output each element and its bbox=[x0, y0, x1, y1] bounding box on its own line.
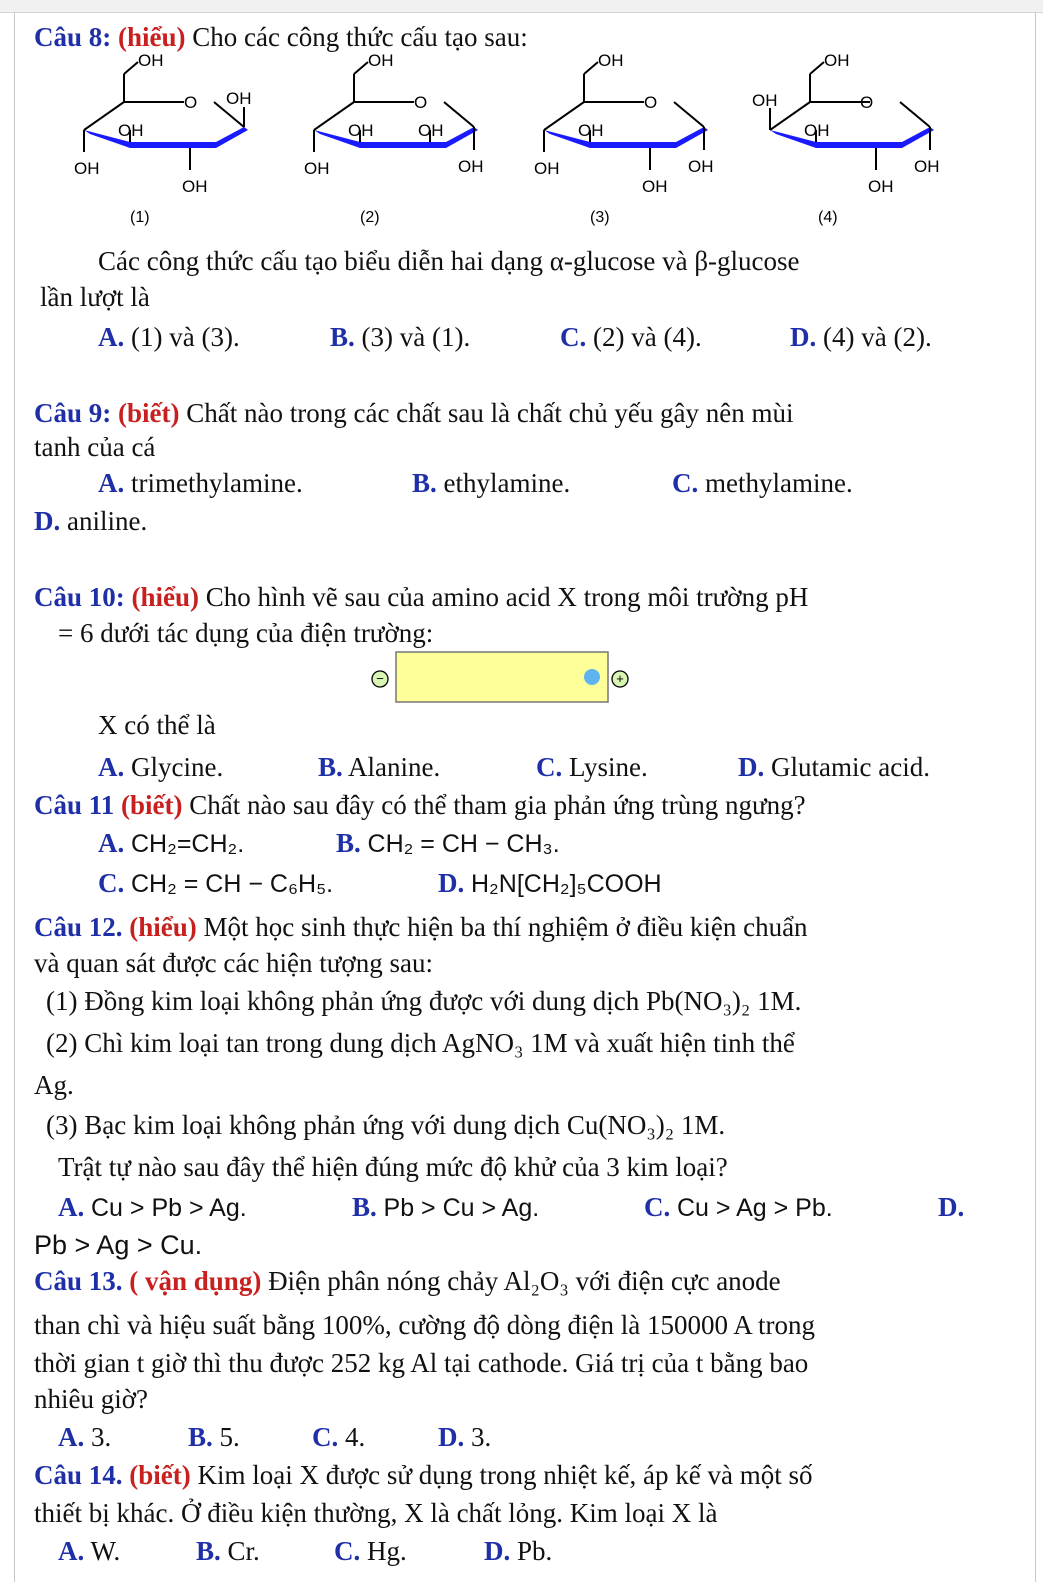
q14-heading: Câu 14. (biết) Kim loại X được sử dụng trong nhiệt kế, áp kế và một số bbox=[34, 1460, 813, 1490]
ring-oxygen-label: O bbox=[184, 93, 198, 112]
structure-label-2: (2) bbox=[360, 209, 380, 226]
q12-option-d-key: D. bbox=[938, 1192, 965, 1222]
q8-option-d: D. (4) và (2). bbox=[790, 322, 932, 352]
q14-option-d: D. Pb. bbox=[484, 1536, 553, 1566]
q8-level: (hiểu) bbox=[118, 22, 186, 52]
q12-exp1: (1) Đồng kim loại không phản ứng được với dung dịch Pb(NO₃)₂ 1M. bbox=[46, 986, 802, 1016]
svg-text:OH: OH bbox=[74, 159, 100, 178]
svg-text:OH: OH bbox=[914, 157, 940, 176]
svg-text:OH: OH bbox=[534, 159, 560, 178]
svg-text:OH: OH bbox=[868, 177, 894, 196]
svg-text:OH: OH bbox=[348, 121, 374, 140]
svg-text:OH: OH bbox=[418, 121, 444, 140]
svg-text:OH: OH bbox=[182, 177, 208, 196]
q9-stem2: tanh của cá bbox=[34, 432, 156, 462]
q9-heading: Câu 9: (biết) Chất nào trong các chất sau là chất chủ yếu gây nên mùi bbox=[34, 398, 794, 428]
q14-option-a: A. W. bbox=[58, 1536, 121, 1566]
q14-line2: thiết bị khác. Ở điều kiện thường, X là chất lỏng. Kim loại X là bbox=[34, 1498, 718, 1528]
q13-option-b: B. 5. bbox=[188, 1422, 240, 1452]
q8-option-a: A. (1) và (3). bbox=[98, 322, 240, 352]
q10-heading: Câu 10: (hiểu) Cho hình vẽ sau của amino acid X trong môi trường pH bbox=[34, 582, 809, 612]
q12-option-a: A. Cu > Pb > Ag. bbox=[58, 1192, 247, 1222]
q14-option-c: C. Hg. bbox=[334, 1536, 407, 1566]
svg-text:OH: OH bbox=[368, 52, 394, 70]
q8-heading bbox=[34, 20, 528, 54]
q9-option-a: A. trimethylamine. bbox=[98, 468, 303, 498]
structure-label-3: (3) bbox=[590, 209, 610, 226]
amino-acid-spot bbox=[584, 669, 600, 685]
svg-text:O: O bbox=[644, 93, 658, 112]
q13-option-c: C. 4. bbox=[312, 1422, 366, 1452]
plus-sign: + bbox=[616, 671, 624, 686]
q11-heading: Câu 11 (biết) Chất nào sau đây có thể tham gia phản ứng trùng ngưng? bbox=[34, 790, 806, 820]
oh-label: OH bbox=[138, 52, 164, 70]
q12-heading: Câu 12. (hiểu) Một học sinh thực hiện ba thí nghiệm ở điều kiện chuẩn bbox=[34, 912, 808, 942]
q13-line4: nhiêu giờ? bbox=[34, 1384, 148, 1414]
q8-line2: Các công thức cấu tạo biểu diễn hai dạng α-glucose và β-glucose bbox=[98, 246, 800, 276]
glucose-structure-1 bbox=[74, 52, 252, 196]
q11-option-b: B. CH₂ = CH − CH₃. bbox=[336, 828, 560, 858]
glucose-structure-2 bbox=[304, 52, 484, 178]
svg-text:O: O bbox=[414, 93, 428, 112]
structure-label-4: (4) bbox=[818, 209, 838, 226]
q12-option-c: C. Cu > Ag > Pb. bbox=[644, 1192, 833, 1222]
svg-text:OH: OH bbox=[304, 159, 330, 178]
q12-exp3: (3) Bạc kim loại không phản ứng với dung dịch Cu(NO₃)₂ 1M. bbox=[46, 1110, 726, 1140]
q10-option-b: B. Alanine. bbox=[318, 752, 441, 782]
svg-text:OH: OH bbox=[804, 121, 830, 140]
q10-option-a: A. Glycine. bbox=[98, 752, 224, 782]
q10-option-d: D. Glutamic acid. bbox=[738, 752, 930, 782]
q10-option-c: C. Lysine. bbox=[536, 752, 648, 782]
glucose-structure-3 bbox=[534, 52, 714, 196]
q10-stem2: = 6 dưới tác dụng của điện trường: bbox=[58, 618, 434, 648]
minus-sign: − bbox=[376, 671, 384, 686]
q11-option-c: C. CH₂ = CH − C₆H₅. bbox=[98, 868, 334, 898]
q12-exp2a: (2) Chì kim loại tan trong dung dịch AgNO₃ 1M và xuất hiện tinh thể bbox=[46, 1028, 795, 1058]
q9-option-c: C. methylamine. bbox=[672, 468, 853, 498]
q8-line3: lần lượt là bbox=[40, 282, 150, 312]
svg-text:O: O bbox=[860, 93, 874, 112]
q11-option-d: D. H₂N[CH₂]₅COOH bbox=[438, 868, 662, 898]
structure-label-1: (1) bbox=[130, 209, 150, 226]
svg-text:OH: OH bbox=[578, 121, 604, 140]
q12-exp2b: Ag. bbox=[34, 1070, 74, 1100]
svg-text:OH: OH bbox=[598, 52, 624, 70]
q13-line2: than chì và hiệu suất bằng 100%, cường độ dòng điện là 150000 A trong bbox=[34, 1310, 816, 1340]
q14-option-b: B. Cr. bbox=[196, 1536, 260, 1566]
q9-option-b: B. ethylamine. bbox=[412, 468, 571, 498]
q8-option-c: C. (2) và (4). bbox=[560, 322, 702, 352]
glucose-structures bbox=[0, 52, 1043, 232]
q13-line3: thời gian t giờ thì thu được 252 kg Al tại cathode. Giá trị của t bằng bao bbox=[34, 1348, 809, 1378]
svg-text:OH: OH bbox=[824, 52, 850, 70]
electrophoresis-diagram bbox=[360, 650, 660, 710]
svg-text:OH: OH bbox=[458, 157, 484, 176]
q12-stem2: và quan sát được các hiện tượng sau: bbox=[34, 948, 433, 978]
svg-text:OH: OH bbox=[642, 177, 668, 196]
svg-text:OH: OH bbox=[752, 91, 778, 110]
svg-text:OH: OH bbox=[688, 157, 714, 176]
glucose-structure-4 bbox=[752, 52, 940, 196]
svg-text:OH: OH bbox=[226, 89, 252, 108]
gel-box bbox=[396, 652, 608, 702]
q8-option-b: B. (3) và (1). bbox=[330, 322, 471, 352]
q11-option-a: A. CH₂=CH₂. bbox=[98, 828, 245, 858]
q12-option-d-text: Pb > Ag > Cu. bbox=[34, 1230, 203, 1260]
q12-ask: Trật tự nào sau đây thể hiện đúng mức độ khử của 3 kim loại? bbox=[58, 1152, 728, 1182]
q8-number: Câu 8: bbox=[34, 22, 112, 52]
q13-heading: Câu 13. ( vận dụng) Điện phân nóng chảy Al₂O₃ với điện cực anode bbox=[34, 1266, 781, 1296]
q13-option-a: A. 3. bbox=[58, 1422, 112, 1452]
svg-text:OH: OH bbox=[118, 121, 144, 140]
q9-option-d: D. aniline. bbox=[34, 506, 148, 536]
q10-line3: X có thể là bbox=[98, 710, 216, 740]
q8-stem: Cho các công thức cấu tạo sau: bbox=[192, 22, 528, 52]
q12-option-b: B. Pb > Cu > Ag. bbox=[352, 1192, 540, 1222]
q13-option-d: D. 3. bbox=[438, 1422, 492, 1452]
